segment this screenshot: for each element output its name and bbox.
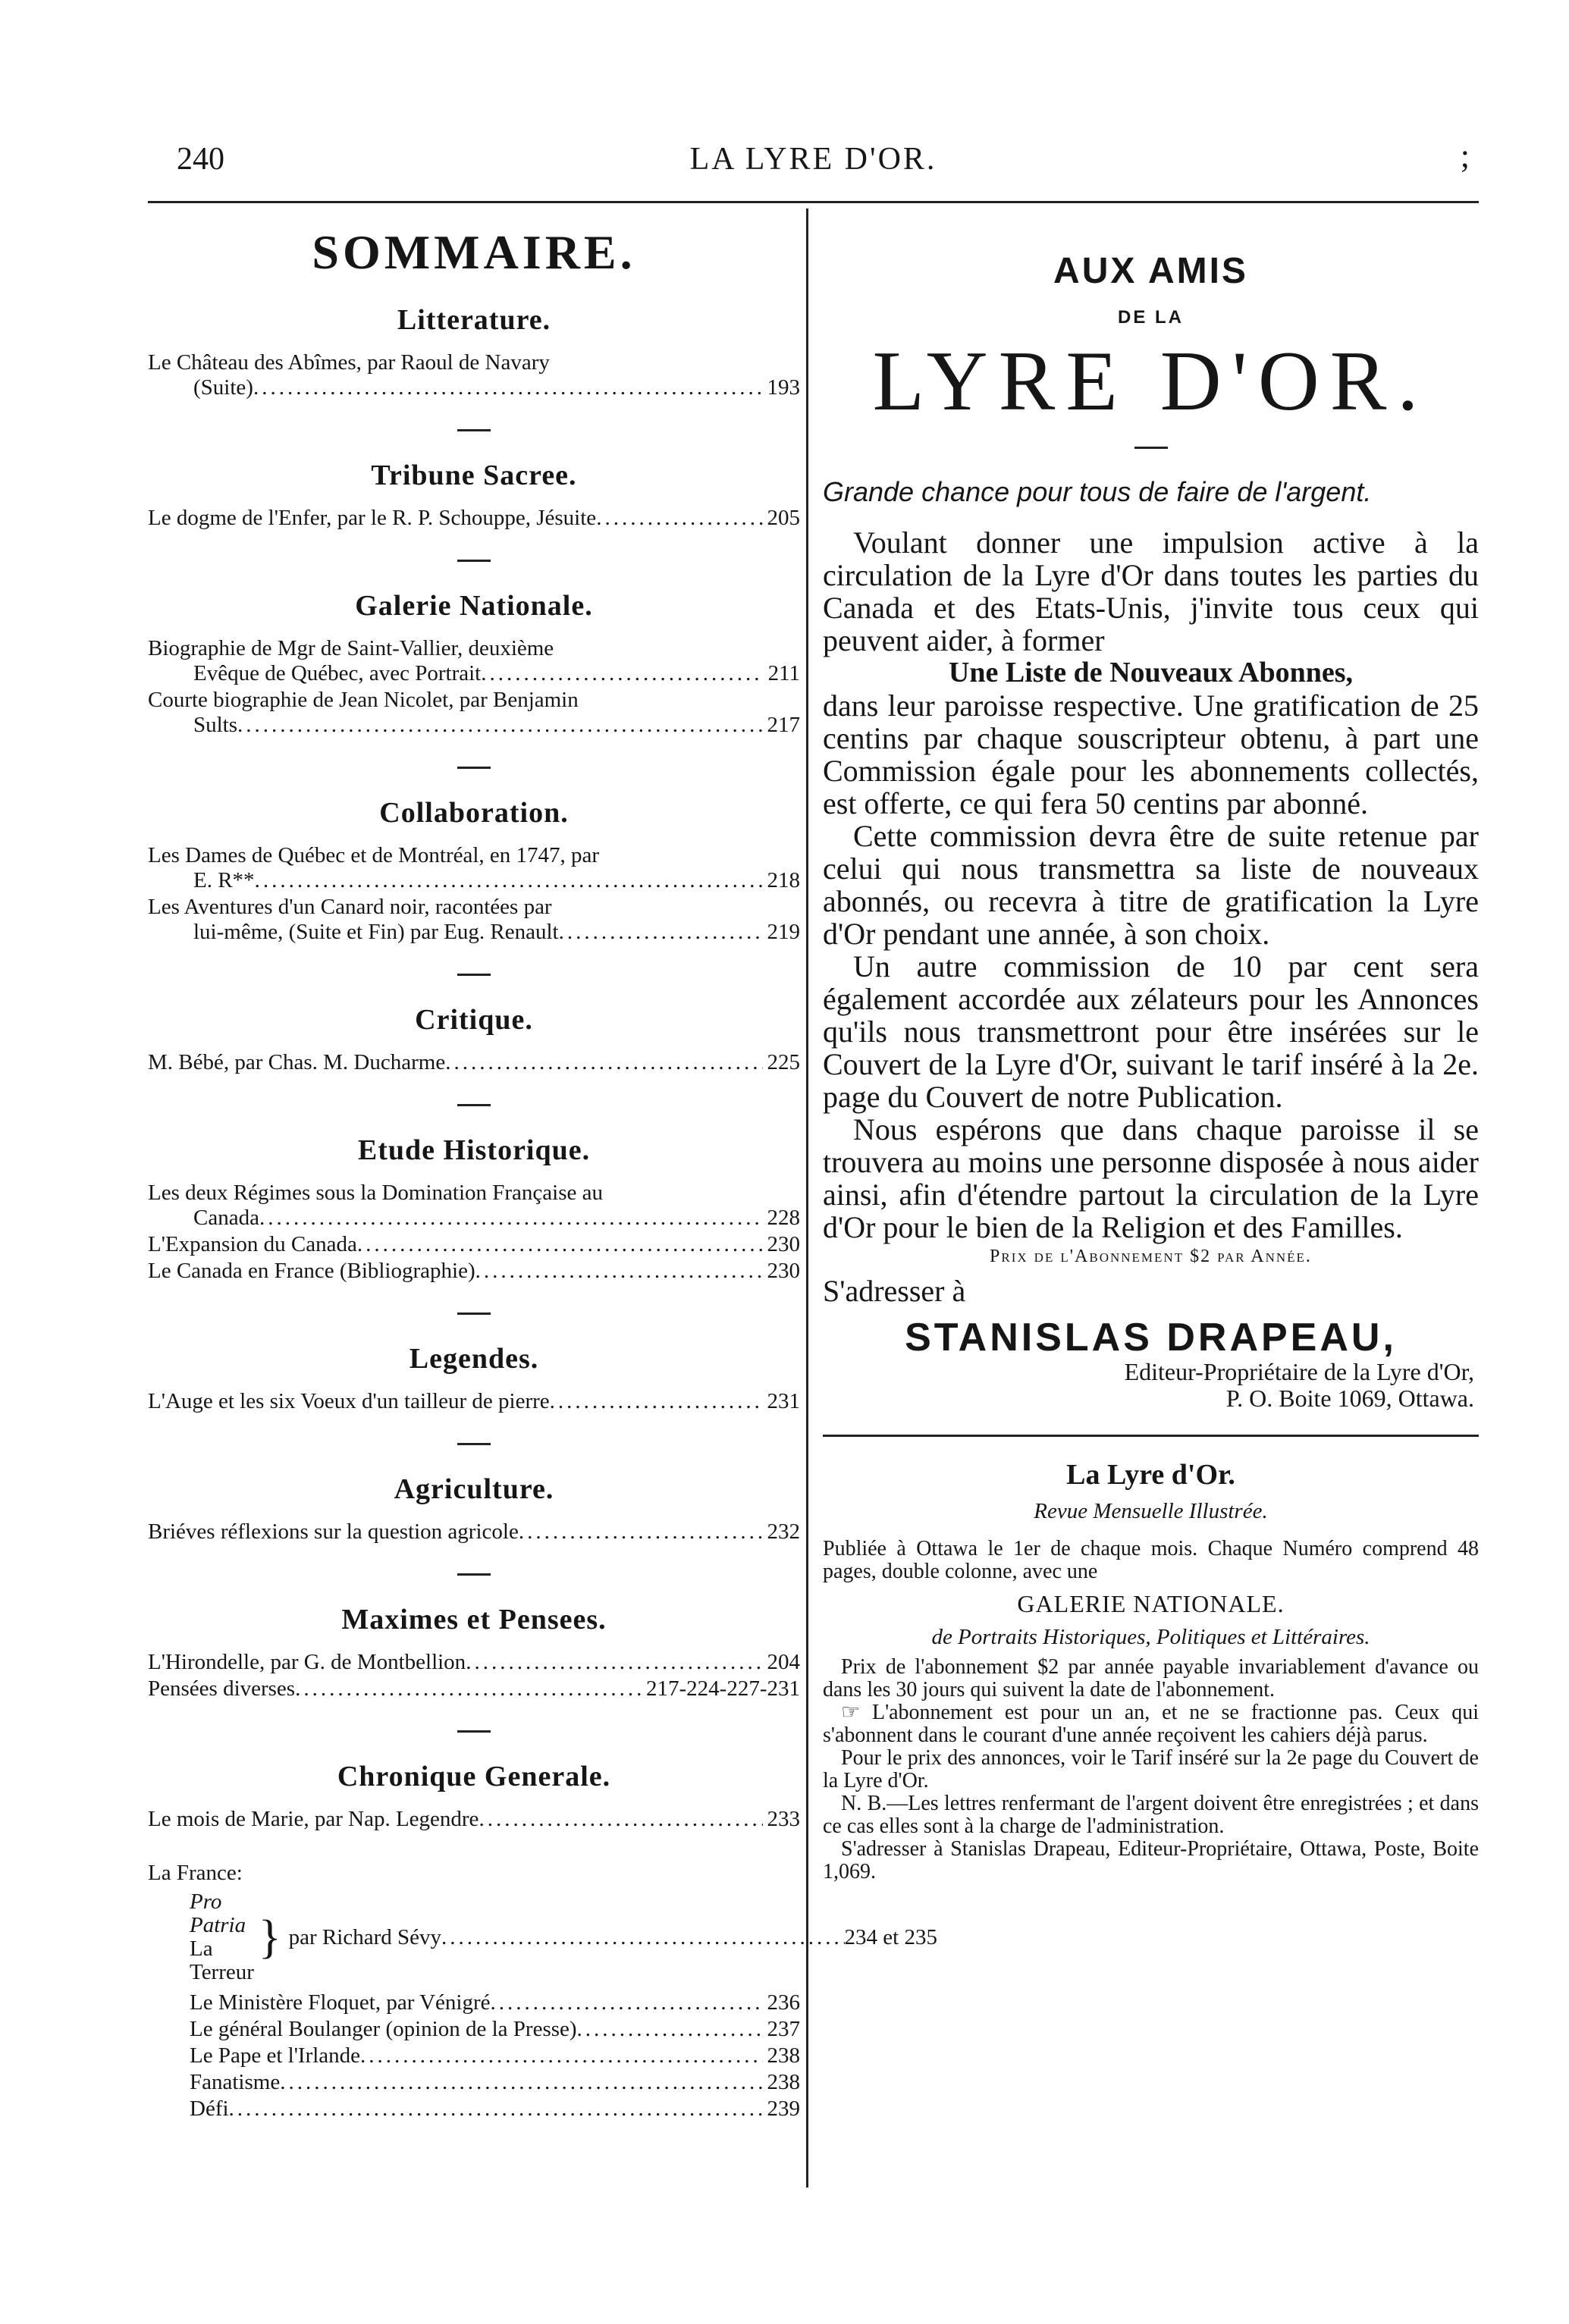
toc-entry — [148, 2043, 800, 2068]
toc-page-number: 231 — [767, 1389, 800, 1413]
toc-entry-continuation: (Suite) — [193, 375, 253, 400]
toc-entry-title: Le Ministère Floquet, par Vénigré — [190, 1990, 491, 2015]
toc-entry-title: Le Château des Abîmes, par Raoul de Navary — [148, 350, 550, 375]
pro-patria-author: par Richard Sévy — [288, 1924, 442, 1949]
separator-dash — [457, 974, 491, 976]
sommaire-section — [148, 1730, 800, 1832]
toc-entry-continuation: E. R** — [193, 868, 255, 892]
leader-dots — [295, 1676, 642, 1701]
toc-page-number: 217-224-227-231 — [646, 1676, 800, 1701]
toc-page-number: 219 — [767, 920, 800, 944]
toc-entry — [148, 688, 800, 738]
liste-heading: Une Liste de Nouveaux Abonnes, — [948, 657, 1354, 688]
separator-dash — [457, 1730, 491, 1733]
section-title: Maximes et Pensees. — [341, 1604, 607, 1636]
publisher-title: Editeur-Propriétaire de la Lyre d'Or, — [1124, 1358, 1474, 1385]
toc-entry-title: Les Aventures d'un Canard noir, racontées par — [148, 895, 552, 919]
pro-patria-entry — [190, 1890, 937, 1984]
toc-entry-title: Courte biographie de Jean Nicolet, par Benjamin — [148, 688, 579, 712]
section-title: Galerie Nationale. — [355, 590, 593, 622]
separator-dash — [1134, 447, 1168, 449]
revue-paragraph-2: Prix de l'abonnement $2 par année payable invariablement d'avance ou dans les 30 jours qui suivent la date de l'abonnement. — [823, 1655, 1479, 1701]
de-la-heading: DE LA — [1118, 307, 1184, 328]
toc-entry — [148, 1807, 800, 1832]
revue-title: La Lyre d'Or. — [1066, 1459, 1235, 1491]
sommaire-section — [148, 1573, 800, 1701]
toc-entry — [148, 1990, 800, 2015]
toc-entry — [148, 1389, 800, 1414]
toc-entry-title: Le dogme de l'Enfer, par le R. P. Schouppe, Jésuite — [148, 506, 597, 530]
toc-entry — [148, 506, 800, 531]
revue-subtitle: Revue Mensuelle Illustrée. — [1034, 1499, 1268, 1523]
publisher-name: STANISLAS DRAPEAU, — [905, 1316, 1397, 1360]
toc-page-number: 228 — [767, 1206, 800, 1230]
toc-entry-title: Le mois de Marie, par Nap. Legendre — [148, 1807, 479, 1831]
section-title: Legendes. — [409, 1343, 539, 1375]
revue-paragraph-4: Pour le prix des annonces, voir le Tarif inséré sur la 2e page du Couvert de la Lyre d'Or. — [823, 1746, 1479, 1792]
leader-dots — [577, 2017, 763, 2042]
section-title: Chronique Generale. — [337, 1761, 611, 1792]
toc-page-number: 232 — [767, 1520, 800, 1544]
toc-entry-title: Défi — [190, 2097, 229, 2121]
margin-mark: ; — [1460, 137, 1470, 174]
toc-page-number: 233 — [767, 1807, 800, 1831]
toc-entry-continuation: lui-même, (Suite et Fin) par Eug. Renault — [193, 920, 559, 944]
toc-entry — [148, 350, 800, 400]
sommaire-title: SOMMAIRE. — [312, 225, 636, 279]
toc-page-number: 239 — [767, 2097, 800, 2121]
sommaire-section — [148, 1104, 800, 1284]
separator-dash — [457, 560, 491, 562]
pro-patria-title: Pro Patria — [190, 1890, 246, 1937]
notice-column — [823, 220, 1479, 1883]
leader-dots — [466, 1650, 762, 1675]
adresser-line: S'adresser à — [823, 1274, 966, 1308]
section-title: Critique. — [415, 1004, 533, 1036]
toc-entry-title: Fanatisme — [190, 2070, 281, 2094]
toc-entry-continuation: Sults — [193, 713, 238, 737]
la-france-items — [148, 1990, 800, 2122]
page-number: 240 — [177, 142, 224, 177]
toc-page-number: 238 — [767, 2070, 800, 2094]
page-header — [148, 136, 1479, 190]
portraits-line: de Portraits Historiques, Politiques et Littéraires. — [931, 1625, 1370, 1649]
toc-entry — [148, 1050, 800, 1075]
la-france-label: La France: — [148, 1861, 243, 1885]
header-rule — [148, 201, 1479, 203]
revue-paragraph-6: S'adresser à Stanislas Drapeau, Editeur-Propriétaire, Ottawa, Poste, Boite 1,069. — [823, 1837, 1479, 1883]
toc-entry — [148, 636, 800, 686]
leader-dots — [280, 2070, 762, 2095]
toc-entry-title: Les Dames de Québec et de Montréal, en 1747, par — [148, 843, 600, 867]
toc-page-number: 211 — [767, 661, 800, 685]
notice-paragraph-1b: dans leur paroisse respective. Une gratification de 25 centins par chaque souscripteur obtenu, à part une Commission égale pour les abonnements collectés, est offerte, ce qui fera 50 centins par abonné. — [823, 688, 1479, 820]
section-title: Agriculture. — [394, 1473, 554, 1505]
leader-dots — [596, 506, 762, 531]
sommaire-section — [148, 303, 800, 400]
toc-page-number: 230 — [767, 1259, 800, 1283]
toc-entry-title: L'Hirondelle, par G. de Montbellion — [148, 1650, 466, 1674]
toc-page-number: 237 — [767, 2017, 800, 2041]
revue-paragraph-5: N. B.—Les lettres renfermant de l'argent doivent être enregistrées ; et dans ce cas elles sont à la charge de l'administration. — [823, 1792, 1479, 1838]
toc-page-number: 230 — [767, 1232, 800, 1256]
leader-dots — [357, 1232, 763, 1257]
la-terreur-title: La Terreur — [190, 1937, 254, 1984]
notice-paragraph-1: Voulant donner une impulsion active à la circulation de la Lyre d'Or dans toutes les parties du Canada et des Etats-Unis, j'invite tous ceux qui peuvent aider, à former — [823, 525, 1479, 657]
chance-tagline: Grande chance pour tous de faire de l'argent. — [823, 476, 1372, 507]
galerie-nationale-heading: GALERIE NATIONALE. — [1017, 1590, 1285, 1617]
subscription-price: Prix de l'Abonnement $2 par Année. — [990, 1247, 1312, 1266]
lyre-dor-banner: LYRE D'OR. — [872, 334, 1429, 428]
leader-dots — [253, 375, 763, 400]
sommaire-section — [148, 560, 800, 738]
separator-dash — [457, 1573, 491, 1576]
section-title: Tribune Sacree. — [371, 459, 577, 491]
toc-page-number: 225 — [767, 1050, 800, 1074]
toc-page-number: 204 — [767, 1650, 800, 1674]
revue-paragraph-3: ☞ L'abonnement est pour un an, et ne se fractionne pas. Ceux qui s'abonnent dans le courant d'une année reçoivent les cahiers déjà parus. — [823, 1701, 1479, 1747]
toc-entry — [148, 1259, 800, 1284]
notice-paragraph-3: Un autre commission de 10 par cent sera également accordée aux zélateurs pour les Annonces qu'ils nous transmettront pour être insérées sur le Couvert de la Lyre d'Or, suivant le tarif inséré à la 2e. page du Couvert de notre Publication. — [823, 949, 1479, 1114]
leader-dots — [479, 1807, 762, 1832]
toc-entry-title: Pensées diverses — [148, 1676, 296, 1701]
toc-entry-title: Le Canada en France (Bibliographie) — [148, 1259, 475, 1283]
revue-body — [823, 1538, 1479, 1883]
separator-dash — [457, 1443, 491, 1445]
leader-dots — [475, 1259, 763, 1284]
toc-entry — [148, 895, 800, 945]
leader-dots — [237, 713, 762, 738]
aux-amis-heading: AUX AMIS — [1053, 251, 1248, 291]
toc-entry-title: Les deux Régimes sous la Domination Française au — [148, 1181, 604, 1205]
toc-entry — [148, 1232, 800, 1257]
leader-dots — [550, 1389, 763, 1414]
brace-icon: } — [258, 1912, 281, 1963]
notice-body — [823, 526, 1479, 1244]
separator-dash — [457, 1104, 491, 1106]
toc-entry-title: L'Auge et les six Voeux d'un tailleur de pierre — [148, 1389, 550, 1413]
leader-dots — [360, 2043, 762, 2068]
leader-dots — [481, 661, 763, 686]
la-france-block — [148, 1861, 937, 2122]
toc-entry — [148, 1676, 800, 1701]
leader-dots — [491, 1990, 763, 2015]
leader-dots — [259, 1206, 763, 1231]
leader-dots — [559, 920, 763, 945]
leader-dots — [441, 1925, 845, 1950]
section-title: Collaboration. — [379, 797, 569, 829]
pro-patria-pages: 234 et 235 — [844, 1924, 937, 1949]
toc-entry-title: M. Bébé, par Chas. M. Ducharme — [148, 1050, 446, 1074]
toc-entry-title: Le Pape et l'Irlande — [190, 2043, 361, 2068]
sommaire-section — [148, 974, 800, 1075]
sommaire-sections — [148, 303, 800, 1832]
section-rule — [823, 1435, 1479, 1437]
toc-page-number: 217 — [767, 713, 800, 737]
sommaire-section — [148, 1443, 800, 1545]
sommaire-section — [148, 1313, 800, 1414]
section-title: Litterature. — [397, 304, 551, 336]
section-title: Etude Historique. — [357, 1134, 591, 1166]
toc-entry-title: Briéves réflexions sur la question agricole — [148, 1520, 519, 1544]
notice-paragraph-2: Cette commission devra être de suite retenue par celui qui nous transmettra sa liste de nouveaux abonnés, ou recevra à titre de gratification la Lyre d'Or pendant une année, à son choix. — [823, 819, 1479, 951]
toc-entry-title: Le général Boulanger (opinion de la Presse) — [190, 2017, 577, 2041]
notice-paragraph-4: Nous espérons que dans chaque paroisse il se trouvera au moins une personne disposée à nous aider ainsi, afin d'étendre partout la circulation de la Lyre d'Or pour le bien de la Religion et des Familles. — [823, 1112, 1479, 1244]
toc-entry-continuation: Evêque de Québec, avec Portrait — [193, 661, 482, 685]
toc-entry — [148, 1181, 800, 1231]
sommaire-section — [148, 429, 800, 531]
toc-page-number: 205 — [767, 506, 800, 530]
toc-entry-title: L'Expansion du Canada — [148, 1232, 357, 1256]
toc-page-number: 238 — [767, 2043, 800, 2068]
toc-entry — [148, 2070, 800, 2095]
sommaire-section — [148, 767, 800, 945]
toc-entry-continuation: Canada — [193, 1206, 259, 1230]
running-title: LA LYRE D'OR. — [689, 142, 937, 177]
toc-page-number: 193 — [767, 375, 800, 400]
separator-dash — [457, 1313, 491, 1315]
column-rule — [806, 209, 808, 2188]
leader-dots — [519, 1520, 763, 1545]
leader-dots — [229, 2097, 763, 2122]
toc-page-number: 236 — [767, 1990, 800, 2015]
separator-dash — [457, 767, 491, 769]
toc-entry — [148, 2097, 800, 2122]
toc-entry — [148, 2017, 800, 2042]
toc-page-number: 218 — [767, 868, 800, 892]
toc-entry — [148, 1650, 800, 1675]
separator-dash — [457, 429, 491, 431]
toc-entry — [148, 843, 800, 893]
leader-dots — [255, 868, 763, 893]
postal-address: P. O. Boite 1069, Ottawa. — [1225, 1385, 1474, 1412]
toc-entry — [148, 1520, 800, 1545]
revue-paragraph-1: Publiée à Ottawa le 1er de chaque mois. Chaque Numéro comprend 48 pages, double colonne, avec une — [823, 1537, 1479, 1583]
toc-entry-title: Biographie de Mgr de Saint-Vallier, deuxième — [148, 636, 554, 660]
leader-dots — [445, 1050, 762, 1075]
